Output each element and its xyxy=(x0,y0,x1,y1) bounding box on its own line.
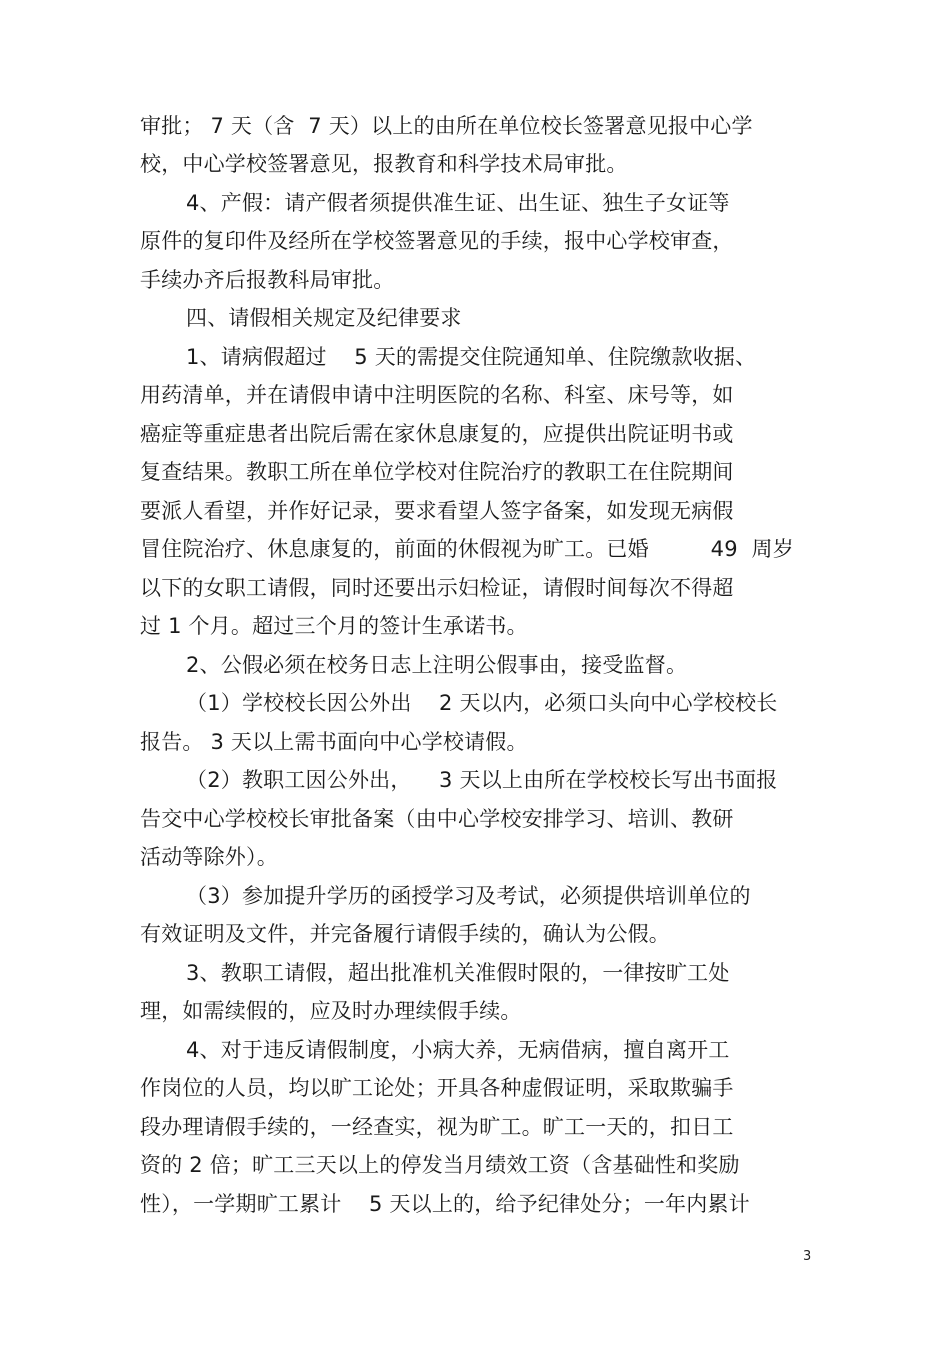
text-line: 用药清单，并在请假申请中注明医院的名称、科室、床号等，如 xyxy=(140,383,734,407)
text-line: 4、产假：请产假者须提供准生证、出生证、独生子女证等 xyxy=(186,191,730,215)
text-line: （2）教职工因公外出， 3 天以上由所在学校校长写出书面报 xyxy=(186,768,778,792)
text-line: （1）学校校长因公外出 2 天以内，必须口头向中心学校校长 xyxy=(186,691,778,715)
text-line: 3、教职工请假，超出批准机关准假时限的，一律按旷工处 xyxy=(186,961,730,985)
text-line: 要派人看望，并作好记录，要求看望人签字备案，如发现无病假 xyxy=(140,499,734,523)
text-line: （3）参加提升学历的函授学习及考试，必须提供培训单位的 xyxy=(186,884,751,908)
text-line: 复查结果。教职工所在单位学校对住院治疗的教职工在住院期间 xyxy=(140,460,734,484)
text-line: 校，中心学校签署意见，报教育和科学技术局审批。 xyxy=(140,152,628,176)
text-line: 作岗位的人员，均以旷工论处；开具各种虚假证明，采取欺骗手 xyxy=(140,1076,734,1100)
text-line: 审批； 7 天（含 7 天）以上的由所在单位校长签署意见报中心学 xyxy=(140,114,753,138)
text-line: 资的 2 倍；旷工三天以上的停发当月绩效工资（含基础性和奖励 xyxy=(140,1153,740,1177)
text-line: 段办理请假手续的，一经查实，视为旷工。旷工一天的，扣日工 xyxy=(140,1115,734,1139)
text-line: 癌症等重症患者出院后需在家休息康复的，应提供出院证明书或 xyxy=(140,422,734,446)
text-line: 过 1 个月。超过三个月的签计生承诺书。 xyxy=(140,614,528,638)
text-line: 原件的复印件及经所在学校签署意见的手续，报中心学校审查， xyxy=(140,229,734,253)
section-heading: 四、请假相关规定及纪律要求 xyxy=(186,306,462,330)
text-line: 手续办齐后报教科局审批。 xyxy=(140,268,395,292)
text-line: 报告。 3 天以上需书面向中心学校请假。 xyxy=(140,730,528,754)
text-line: 4、对于违反请假制度，小病大养，无病借病，擅自离开工 xyxy=(186,1038,730,1062)
text-line: 冒住院治疗、休息康复的，前面的休假视为旷工。已婚 49 周岁 xyxy=(140,537,794,561)
text-line: 性），一学期旷工累计 5 天以上的，给予纪律处分；一年内累计 xyxy=(140,1192,750,1216)
text-line: 活动等除外）。 xyxy=(140,845,278,869)
text-line: 理，如需续假的，应及时办理续假手续。 xyxy=(140,999,522,1023)
text-line: 2、公假必须在校务日志上注明公假事由，接受监督。 xyxy=(186,653,688,677)
text-line: 以下的女职工请假，同时还要出示妇检证，请假时间每次不得超 xyxy=(140,576,734,600)
text-line: 有效证明及文件，并完备履行请假手续的，确认为公假。 xyxy=(140,922,670,946)
text-line: 1、请病假超过 5 天的需提交住院通知单、住院缴款收据、 xyxy=(186,345,757,369)
page-number: 3 xyxy=(803,1249,812,1264)
text-line: 告交中心学校校长审批备案（由中心学校安排学习、培训、教研 xyxy=(140,807,734,831)
